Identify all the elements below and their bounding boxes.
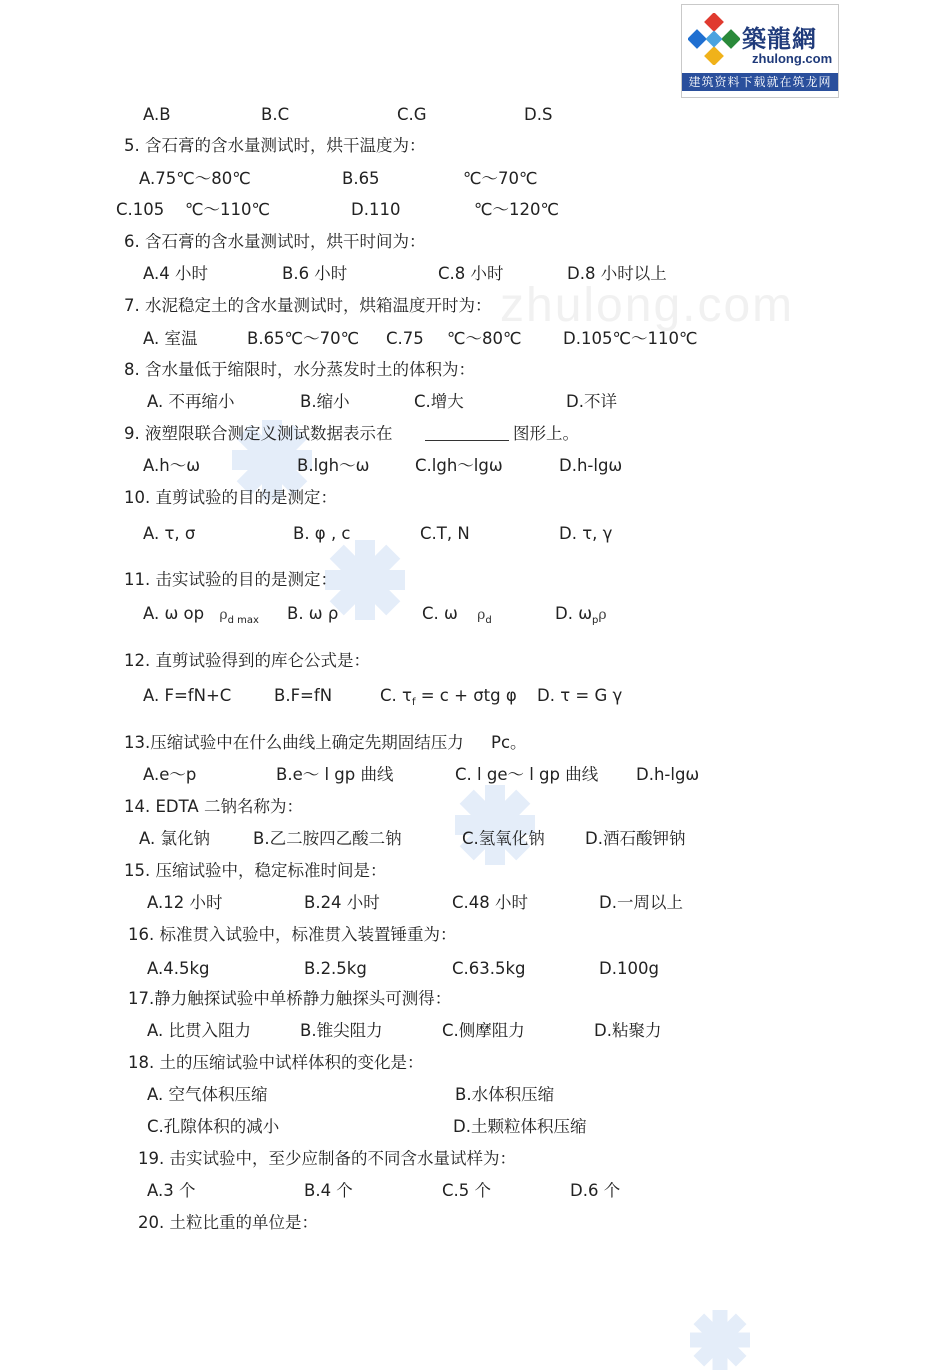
q11-option-a-sub: d max <box>227 615 259 626</box>
q18-option-d: D.土颗粒体积压缩 <box>453 1117 587 1136</box>
q9-stem <box>124 423 579 445</box>
q18-option-a: A. 空气体积压缩 <box>147 1085 268 1104</box>
q8-option-c: C.增大 <box>414 392 464 411</box>
q16-stem: 16. 标准贯入试验中，标准贯入装置锤重为： <box>128 925 457 944</box>
watermark-flake-icon <box>690 1310 750 1370</box>
q16-option-d: D.100g <box>599 959 659 978</box>
q18-option-c: C.孔隙体积的减小 <box>147 1117 280 1136</box>
q14-option-b: B.乙二胺四乙酸二钠 <box>253 829 402 848</box>
q13-option-a: A.e～p <box>143 765 197 784</box>
q4-option-d: D.S <box>524 105 553 124</box>
q10-stem: 10. 直剪试验的目的是测定： <box>124 488 337 507</box>
q19-stem: 19. 击实试验中，至少应制备的不同含水量试样为： <box>138 1149 516 1168</box>
q16-option-c: C.63.5kg <box>452 959 526 978</box>
q6-stem: 6. 含石膏的含水量测试时，烘干时间为： <box>124 232 426 251</box>
q10-option-c: C.T, N <box>420 524 470 543</box>
q9-option-d: D.h-lgω <box>559 456 623 475</box>
q13-stem <box>124 732 527 754</box>
q12-option-c-sub: f <box>411 697 416 708</box>
q12-option-c-text: C. τ <box>380 686 412 705</box>
q5-option-b: B.65 <box>342 169 380 188</box>
logo-slogan: 建筑资料下载就在筑龙网 <box>682 73 838 91</box>
q19-option-a: A.3 个 <box>147 1181 196 1200</box>
q15-option-d: D.一周以上 <box>599 893 683 912</box>
q13-stem-text: 13.压缩试验中在什么曲线上确定先期固结压力 <box>124 733 464 752</box>
q15-option-a: A.12 小时 <box>147 893 223 912</box>
q11-option-a <box>143 603 259 628</box>
q12-option-b: B.F=fN <box>274 686 333 705</box>
q11-option-a-text: A. ω op <box>143 604 205 623</box>
q7-option-c: C.75 <box>386 329 424 348</box>
q18-option-b: B.水体积压缩 <box>455 1085 555 1104</box>
q5-stem: 5. 含石膏的含水量测试时，烘干温度为： <box>124 136 426 155</box>
q9-option-a: A.h～ω <box>143 456 201 475</box>
logo-domain: zhulong.com <box>752 51 833 66</box>
q12-option-a: A. F=fN+C <box>143 686 232 705</box>
q14-option-d: D.酒石酸钾钠 <box>585 829 686 848</box>
zhulong-logo[interactable] <box>681 4 839 98</box>
q11-option-b: B. ω ρ <box>287 604 339 623</box>
zhulong-flake-icon <box>688 13 740 65</box>
q11-option-c-sub: d <box>485 615 492 626</box>
q4-option-a: A.B <box>143 105 171 124</box>
q13-option-b: B.e～ l gp 曲线 <box>276 765 394 784</box>
q11-option-d-text: D. ω <box>555 604 593 623</box>
q8-option-b: B.缩小 <box>300 392 350 411</box>
q13-stem-tail: Pc。 <box>491 733 527 752</box>
q12-stem: 12. 直剪试验得到的库仑公式是： <box>124 651 370 670</box>
q9-stem-tail: 图形上。 <box>513 424 579 443</box>
q9-option-b: B.lgh～ω <box>297 456 370 475</box>
q15-stem: 15. 压缩试验中，稳定标准时间是： <box>124 861 387 880</box>
q13-option-c: C. l ge～ l gp 曲线 <box>455 765 599 784</box>
q7-stem: 7. 水泥稳定土的含水量测试时，烘箱温度开时为： <box>124 296 492 315</box>
q4-option-b: B.C <box>261 105 290 124</box>
q9-stem-text: 9. 液塑限联合测定义测试数据表示在 <box>124 424 393 443</box>
q12-option-d: D. τ = G γ <box>537 686 623 705</box>
q8-option-a: A. 不再缩小 <box>147 392 235 411</box>
q12-option-c <box>380 685 517 710</box>
q5-option-c: C.105 <box>116 200 165 219</box>
q6-option-b: B.6 小时 <box>282 264 348 283</box>
q19-option-b: B.4 个 <box>304 1181 353 1200</box>
q14-option-a: A. 氯化钠 <box>139 829 210 848</box>
q16-option-b: B.2.5kg <box>304 959 367 978</box>
q7-option-a: A. 室温 <box>143 329 198 348</box>
q8-option-d: D.不详 <box>566 392 617 411</box>
q9-option-c: C.lgh～lgω <box>415 456 503 475</box>
q8-stem: 8. 含水量低于缩限时，水分蒸发时土的体积为： <box>124 360 475 379</box>
q11-option-a-rho: ρ <box>219 607 228 623</box>
q12-option-c-formula: = c + σtg φ <box>420 686 517 705</box>
q6-option-a: A.4 小时 <box>143 264 208 283</box>
q7-option-b: B.65℃～70℃ <box>247 329 360 348</box>
q10-option-d: D. τ, γ <box>559 524 613 543</box>
q11-option-c-text: C. ω <box>422 604 458 623</box>
logo-name: 築龍網 <box>742 24 817 53</box>
q7-option-c-unit: ℃～80℃ <box>447 329 522 348</box>
q10-option-a: A. τ, σ <box>143 524 196 543</box>
q4-option-c: C.G <box>397 105 427 124</box>
q19-option-d: D.6 个 <box>570 1181 621 1200</box>
q5-option-d-unit: ℃～120℃ <box>474 200 560 219</box>
q14-option-c: C.氢氧化钠 <box>462 829 545 848</box>
q7-option-d: D.105℃～110℃ <box>563 329 698 348</box>
q11-option-d <box>555 603 607 628</box>
watermark-flake-icon <box>455 785 535 865</box>
q11-option-d-sub: p <box>592 615 599 626</box>
q17-option-c: C.侧摩阻力 <box>442 1021 525 1040</box>
q17-option-d: D.粘聚力 <box>594 1021 662 1040</box>
q11-stem: 11. 击实试验的目的是测定： <box>124 570 337 589</box>
q15-option-c: C.48 小时 <box>452 893 529 912</box>
q5-option-a: A.75℃～80℃ <box>139 169 251 188</box>
q20-stem: 20. 土粒比重的单位是： <box>138 1213 318 1232</box>
q17-option-b: B.锥尖阻力 <box>300 1021 383 1040</box>
q17-stem: 17.静力触探试验中单桥静力触探头可测得： <box>128 989 452 1008</box>
q6-option-d: D.8 小时以上 <box>567 264 667 283</box>
q19-option-c: C.5 个 <box>442 1181 492 1200</box>
q9-answer-blank <box>425 424 509 441</box>
q5-option-b-unit: ℃～70℃ <box>463 169 538 188</box>
q16-option-a: A.4.5kg <box>147 959 210 978</box>
q15-option-b: B.24 小时 <box>304 893 380 912</box>
q11-option-c <box>422 603 492 628</box>
q5-option-c-unit: ℃～110℃ <box>185 200 271 219</box>
q11-option-d-rho: ρ <box>598 607 607 623</box>
q10-option-b: B. φ , c <box>293 524 351 543</box>
q13-option-d: D.h-lgω <box>636 765 700 784</box>
q5-option-d: D.110 <box>351 200 401 219</box>
q6-option-c: C.8 小时 <box>438 264 504 283</box>
q18-stem: 18. 土的压缩试验中试样体积的变化是： <box>128 1053 424 1072</box>
watermark-text: zhulong.com <box>500 279 795 332</box>
q14-stem: 14. EDTA 二钠名称为： <box>124 797 303 816</box>
q17-option-a: A. 比贯入阻力 <box>147 1021 251 1040</box>
q11-option-c-rho: ρ <box>477 607 486 623</box>
